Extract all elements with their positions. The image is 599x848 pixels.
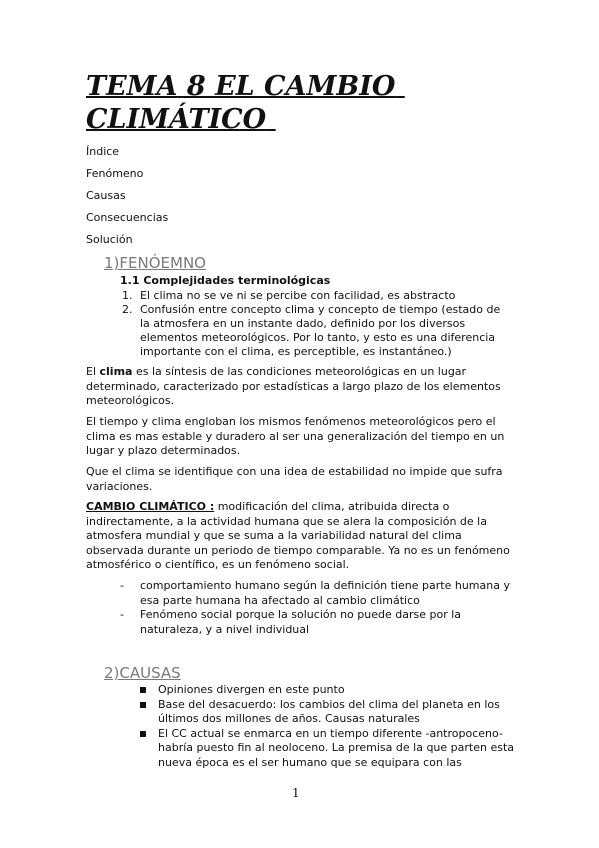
list-item xyxy=(140,683,520,698)
term-cambio-climatico: CAMBIO CLIMÁTICO : xyxy=(86,500,215,513)
toc-item-consecuencias: Consecuencias xyxy=(86,211,169,224)
toc-item-fenomeno: Fenómeno xyxy=(86,167,144,180)
list-text: Fenómeno social porque la solución no puede darse por la naturaleza, y a nivel individual xyxy=(140,608,462,636)
paragraph-tiempo-clima: El tiempo y clima engloban los mismos fenómenos meteorológicos pero el clima es mas estable y duradero al ser una generalización del tiempo en un lugar y plazo determinados. xyxy=(86,415,505,457)
paragraph-cambio-climatico xyxy=(86,500,516,573)
text-run: El xyxy=(86,365,100,378)
square-bullet-icon xyxy=(140,702,146,708)
bold-term-clima: clima xyxy=(99,365,133,378)
title-line-2: CLIMÁTICO xyxy=(86,104,267,135)
dash-marker: - xyxy=(120,579,124,592)
list-text: El CC actual se enmarca en un tiempo diferente -antropoceno- habría puesto fin al neoloceno. La premisa de la que parten esta nueva época es el ser humano que se equipara con las xyxy=(158,726,515,769)
list-text: comportamiento humano según la definición tiene parte humana y esa parte humana ha afectado al cambio climático xyxy=(140,579,510,607)
list-number: 1. xyxy=(122,289,133,302)
section-heading-fenomeno: 1)FENÓEMNO xyxy=(104,254,206,272)
title-line-1: TEMA 8 EL CAMBIO xyxy=(86,71,396,102)
document-title xyxy=(86,70,546,136)
list-number: 2. xyxy=(122,303,133,316)
dash-list xyxy=(120,579,516,637)
section-heading-causas: 2)CAUSAS xyxy=(104,664,181,682)
numbered-list xyxy=(122,289,512,359)
toc-item-indice: Índice xyxy=(86,145,120,158)
list-item xyxy=(140,698,520,727)
list-text: El clima no se ve ni se percibe con facilidad, es abstracto xyxy=(140,289,456,302)
list-text: Opiniones divergen en este punto xyxy=(158,683,345,696)
list-item xyxy=(122,289,512,303)
page-number: 1 xyxy=(292,786,300,800)
toc-item-solucion: Solución xyxy=(86,233,133,246)
list-text: Base del desacuerdo: los cambios del clima del planeta en los últimos dos millones de años. Causas naturales xyxy=(158,697,500,725)
toc-item-causas: Causas xyxy=(86,189,126,202)
list-item xyxy=(122,303,512,359)
square-bullet-icon xyxy=(140,731,146,737)
list-text: Confusión entre concepto clima y concepto de tiempo (estado de la atmosfera en un instante dado, definido por los diversos elementos meteorológicos. Por lo tanto, y esto es una diferencia importante con el clima, es perceptible, es instantáneo.) xyxy=(140,303,501,358)
list-item xyxy=(140,727,520,771)
subheading-complejidades: 1.1 Complejidades terminológicas xyxy=(120,274,331,287)
text-run: es la síntesis de las condiciones meteorológicas en un lugar determinado, caracterizado por estadísticas a largo plazo de los elementos meteorológicos. xyxy=(86,365,501,407)
table-of-contents xyxy=(86,144,168,254)
text-run: modificación del clima, atribuida directa o indirectamente, a la actividad humana que se alera la composición de la atmosfera mundial y que se suma a la variabilidad natural del clima observada durante un periodo de tiempo comparable. Ya no es un fenómeno atmosférico o científico, es un fenómeno social. xyxy=(86,500,510,571)
paragraph-estabilidad: Que el clima se identifique con una idea de estabilidad no impide que sufra variaciones. xyxy=(86,465,503,493)
paragraph-clima-definition xyxy=(86,365,516,409)
list-item xyxy=(120,608,516,637)
dash-marker: - xyxy=(120,608,124,621)
square-bullet-icon xyxy=(140,687,146,693)
square-bullet-list xyxy=(140,683,520,770)
list-item xyxy=(120,579,516,608)
